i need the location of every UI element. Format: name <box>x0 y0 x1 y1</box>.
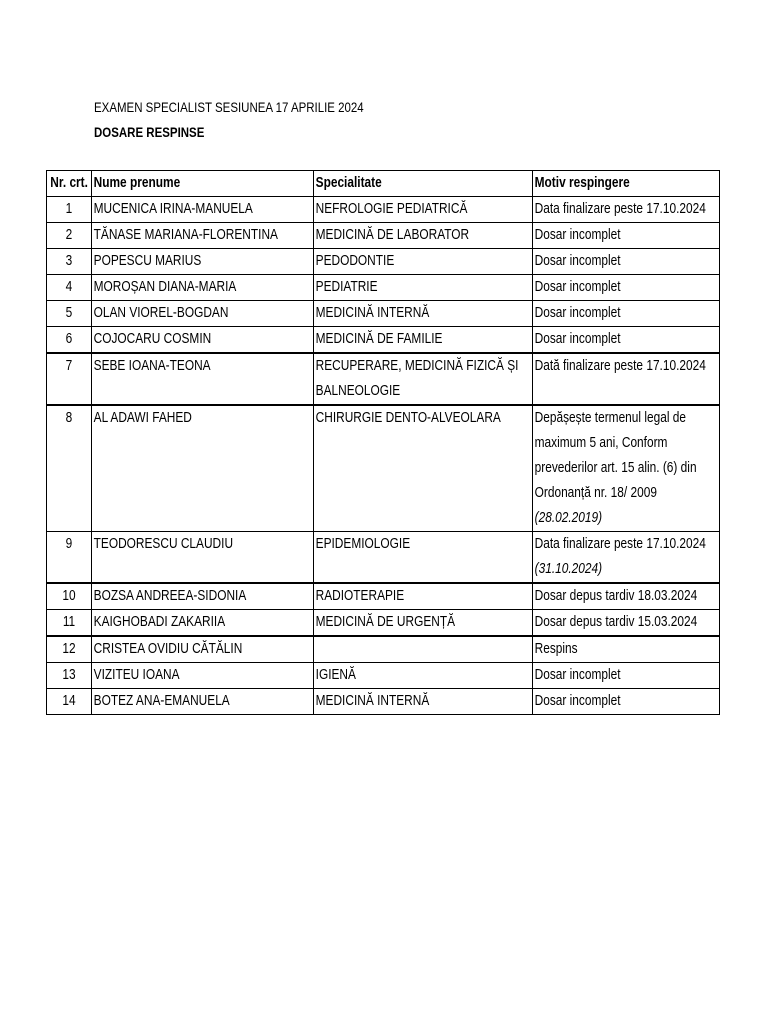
row-reason: Dosar incomplet <box>533 249 720 275</box>
row-specialty: IGIENĂ <box>314 663 533 689</box>
table-row <box>47 223 720 249</box>
table-row <box>47 197 720 223</box>
row-reason: Dosar incomplet <box>533 223 720 249</box>
row-name: BOZSA ANDREEA-SIDONIA <box>92 583 314 610</box>
table-row <box>47 249 720 275</box>
row-nr: 2 <box>47 223 92 249</box>
row-reason: Dosar depus tardiv 18.03.2024 <box>533 583 720 610</box>
row-name: SEBE IOANA-TEONA <box>92 353 314 405</box>
table-row <box>47 301 720 327</box>
row-name: BOTEZ ANA-EMANUELA <box>92 689 314 715</box>
row-nr: 8 <box>47 405 92 532</box>
document-title: EXAMEN SPECIALIST SESIUNEA 17 APRILIE 2024 <box>94 99 364 115</box>
row-reason-text: Data finalizare peste 17.10.2024 <box>534 536 706 552</box>
table-row <box>47 405 720 532</box>
row-name: VIZITEU IOANA <box>92 663 314 689</box>
row-specialty: PEDODONTIE <box>314 249 533 275</box>
row-specialty: NEFROLOGIE PEDIATRICĂ <box>314 197 533 223</box>
row-nr: 11 <box>47 610 92 637</box>
table-row <box>47 636 720 663</box>
row-reason: Dosar incomplet <box>533 689 720 715</box>
row-nr: 7 <box>47 353 92 405</box>
header-name: Nume prenume <box>92 171 314 197</box>
row-reason-note: (31.10.2024) <box>534 561 603 577</box>
row-reason <box>533 532 720 584</box>
row-reason: Dosar depus tardiv 15.03.2024 <box>533 610 720 637</box>
row-name: OLAN VIOREL-BOGDAN <box>92 301 314 327</box>
table-row <box>47 532 720 584</box>
row-reason: Dată finalizare peste 17.10.2024 <box>533 353 720 405</box>
header-reason: Motiv respingere <box>533 171 720 197</box>
row-nr: 1 <box>47 197 92 223</box>
row-specialty <box>314 636 533 663</box>
table-row <box>47 583 720 610</box>
row-reason: Dosar incomplet <box>533 301 720 327</box>
row-name: KAIGHOBADI ZAKARIIA <box>92 610 314 637</box>
table-row <box>47 610 720 637</box>
table-row <box>47 353 720 405</box>
row-name: COJOCARU COSMIN <box>92 327 314 354</box>
row-reason: Respins <box>533 636 720 663</box>
row-nr: 5 <box>47 301 92 327</box>
row-name: TĂNASE MARIANA-FLORENTINA <box>92 223 314 249</box>
row-nr: 4 <box>47 275 92 301</box>
row-nr: 12 <box>47 636 92 663</box>
row-specialty: PEDIATRIE <box>314 275 533 301</box>
table-row <box>47 275 720 301</box>
row-specialty: MEDICINĂ INTERNĂ <box>314 689 533 715</box>
row-specialty: MEDICINĂ DE URGENȚĂ <box>314 610 533 637</box>
row-reason-note: (28.02.2019) <box>534 510 603 526</box>
row-nr: 13 <box>47 663 92 689</box>
row-specialty: RECUPERARE, MEDICINĂ FIZICĂ ȘI BALNEOLOGIE <box>314 353 533 405</box>
rejected-files-table <box>46 170 720 715</box>
row-reason: Data finalizare peste 17.10.2024 <box>533 197 720 223</box>
row-name: CRISTEA OVIDIU CĂTĂLIN <box>92 636 314 663</box>
row-reason: Dosar incomplet <box>533 327 720 354</box>
row-name: TEODORESCU CLAUDIU <box>92 532 314 584</box>
row-name: MOROȘAN DIANA-MARIA <box>92 275 314 301</box>
row-name: POPESCU MARIUS <box>92 249 314 275</box>
row-specialty: RADIOTERAPIE <box>314 583 533 610</box>
table-row <box>47 689 720 715</box>
row-nr: 10 <box>47 583 92 610</box>
row-reason: Dosar incomplet <box>533 275 720 301</box>
row-specialty: MEDICINĂ DE FAMILIE <box>314 327 533 354</box>
row-reason <box>533 405 720 532</box>
row-nr: 6 <box>47 327 92 354</box>
row-specialty: MEDICINĂ DE LABORATOR <box>314 223 533 249</box>
header-nr: Nr. crt. <box>47 171 92 197</box>
row-name: MUCENICA IRINA-MANUELA <box>92 197 314 223</box>
row-reason: Dosar incomplet <box>533 663 720 689</box>
row-specialty: CHIRURGIE DENTO-ALVEOLARA <box>314 405 533 532</box>
row-name: AL ADAWI FAHED <box>92 405 314 532</box>
table-header-row <box>47 171 720 197</box>
header-specialty: Specialitate <box>314 171 533 197</box>
row-specialty: MEDICINĂ INTERNĂ <box>314 301 533 327</box>
table-row <box>47 327 720 354</box>
row-nr: 14 <box>47 689 92 715</box>
row-nr: 3 <box>47 249 92 275</box>
row-reason-text: Depășește termenul legal de maximum 5 ani, Conform prevederilor art. 15 alin. (6) din Ordonanță nr. 18/ 2009 <box>534 410 697 501</box>
document-subtitle: DOSARE RESPINSE <box>94 124 205 140</box>
table-row <box>47 663 720 689</box>
row-nr: 9 <box>47 532 92 584</box>
row-specialty: EPIDEMIOLOGIE <box>314 532 533 584</box>
